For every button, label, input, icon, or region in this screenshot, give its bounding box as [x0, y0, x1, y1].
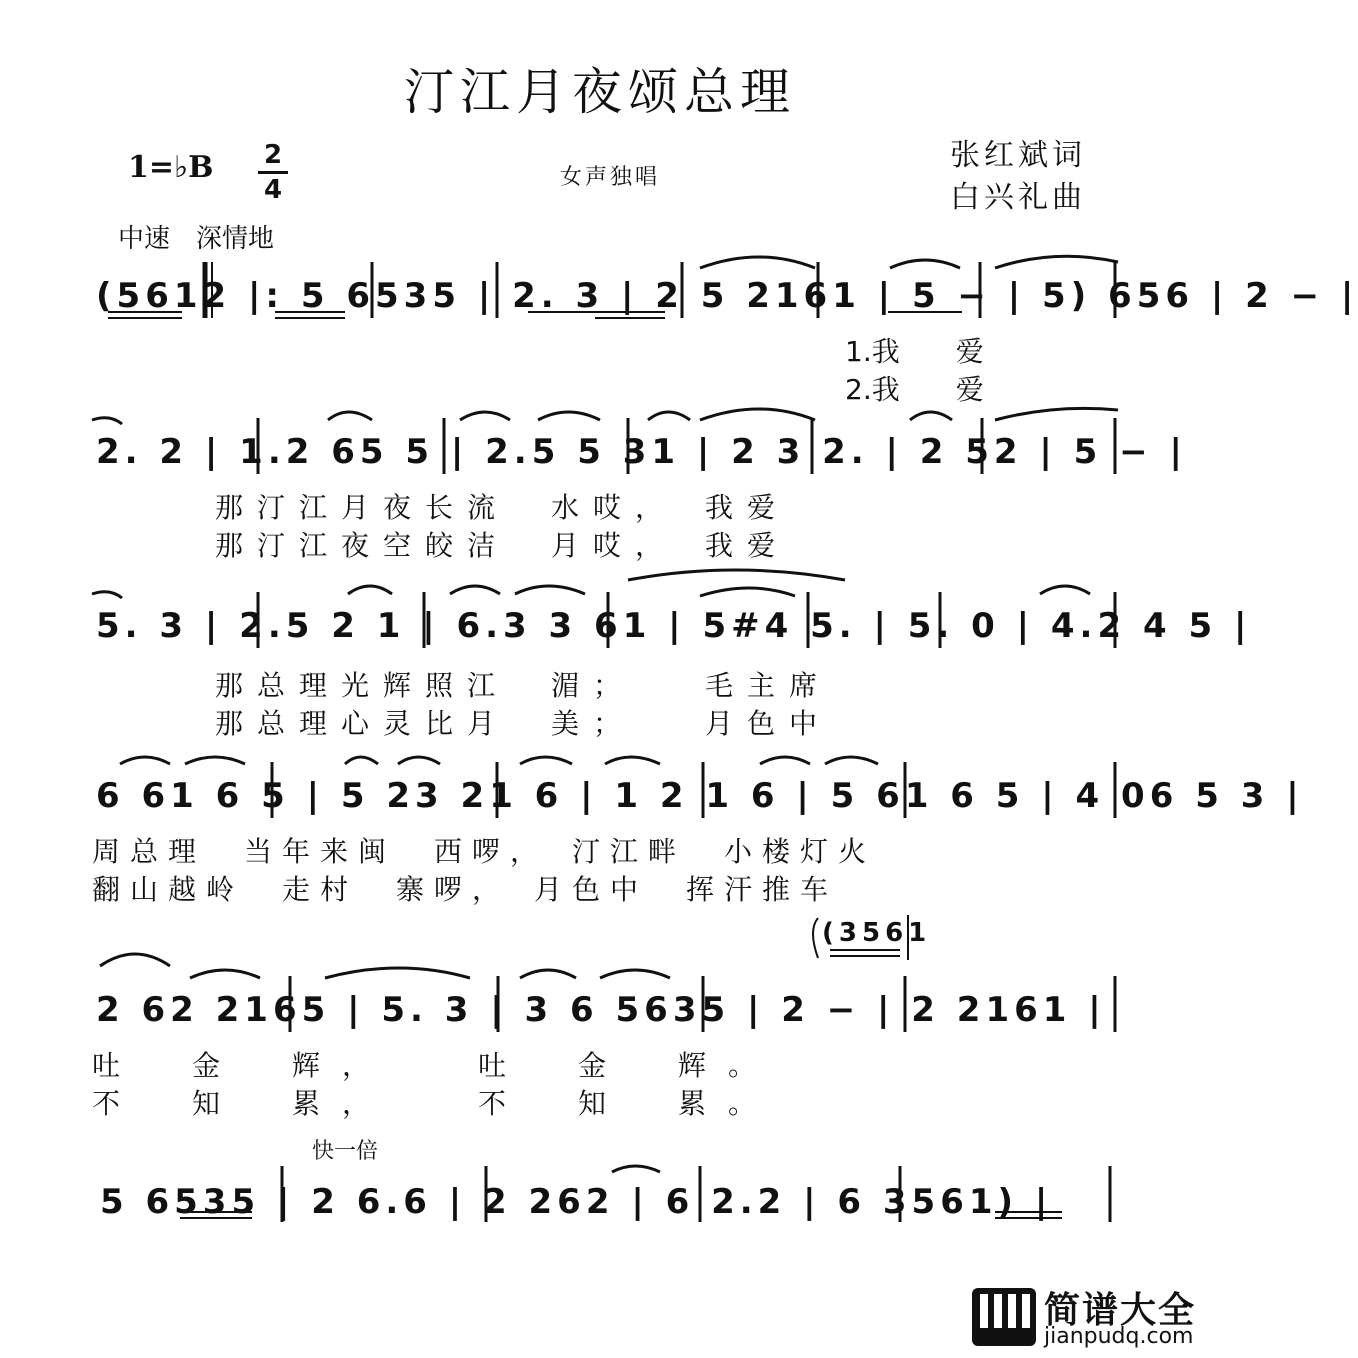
logo-url: jianpudq.com [1044, 1324, 1194, 1349]
logo-text: 简谱大全 [1044, 1290, 1197, 1331]
notation-row-5: 2 62 2165 | 5. 3 | 3 6 5635 | 2 − | 2 2161 | [96, 990, 1106, 1030]
lyric-row-4-verse-1: 周总理 当年来闽 西啰， 汀江畔 小楼灯火 [92, 835, 877, 868]
lyric-row-4-verse-2: 翻山越岭 走村 寨啰， 月色中 挥汗推车 [92, 873, 839, 906]
notation-row-4: 6 61 6 5 | 5 23 21 6 | 1 2 1 6 | 5 61 6 5 | 4 06 5 3 | [96, 776, 1304, 816]
notation-row-2: 2. 2 | 1.2 65 5 | 2.5 5 31 | 2 3 2. | 2 52 | 5 − | [96, 432, 1187, 472]
lyric-row-5-verse-1: 吐 金 辉， 吐 金 辉。 [92, 1049, 779, 1082]
tempo-change-marking: 快一倍 [312, 1139, 379, 1164]
cue-notes: (3561 [822, 918, 932, 948]
notation-row-1: (5612 |: 5 6535 | 2. 3 | 2 5 2161 | 5 − | 5) 656 | 2 − | [96, 276, 1358, 316]
lyricist-credit: 张红斌词 [950, 138, 1086, 173]
time-signature-denominator: 4 [263, 175, 283, 205]
lyric-row-1-verse-1: 1.我 爱 [845, 335, 984, 368]
piano-keys-icon [972, 1288, 1036, 1346]
lyric-row-5-verse-2: 不 知 累， 不 知 累。 [92, 1087, 779, 1120]
tempo-marking: 中速 深情地 [118, 224, 275, 254]
time-signature-numerator: 2 [263, 140, 283, 170]
performance-type: 女声独唱 [560, 165, 661, 190]
notation-row-6: 5 6535 | 2 6.6 | 2 262 | 6 2.2 | 6 3561) | [100, 1182, 1053, 1222]
lyric-row-3-verse-1: 那总理光辉照江 湄； 毛主席 [215, 669, 832, 702]
lyric-row-2-verse-2: 那汀江夜空皎洁 月哎， 我爱 [215, 529, 790, 562]
lyric-row-3-verse-2: 那总理心灵比月 美； 月色中 [215, 707, 832, 740]
notation-row-3: 5. 3 | 2.5 2 1 | 6.3 3 61 | 5#4 5. | 5. 0 | 4.2 4 5 | [96, 606, 1252, 646]
composer-credit: 白兴礼曲 [950, 180, 1086, 215]
score-title: 汀江月夜颂总理 [404, 63, 796, 121]
lyric-row-2-verse-1: 那汀江月夜长流 水哎， 我爱 [215, 491, 790, 524]
key-signature: 1=♭B [128, 150, 214, 185]
site-logo [972, 1282, 1197, 1352]
lyric-row-1-verse-2: 2.我 爱 [845, 373, 984, 406]
